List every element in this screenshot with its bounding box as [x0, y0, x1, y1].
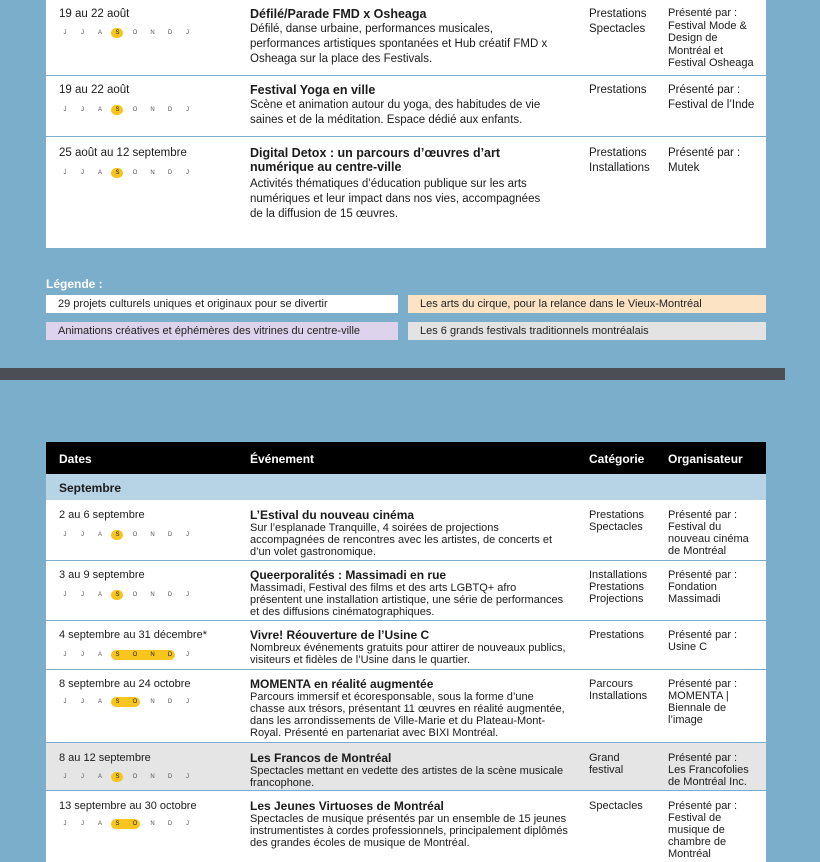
month-letter: D: [167, 821, 173, 827]
header-category: Catégorie: [589, 452, 645, 466]
month-letter: J: [186, 821, 189, 827]
header-dates: Dates: [59, 452, 92, 466]
month-letter: S: [115, 699, 120, 705]
month-letter: J: [81, 821, 84, 827]
month-letter: J: [186, 532, 189, 538]
month-letter: D: [167, 699, 173, 705]
month-letter: A: [97, 821, 102, 827]
month-letter: D: [167, 774, 173, 780]
table-row: [46, 137, 766, 248]
event-category: [589, 800, 643, 812]
organizer-label: Présenté par :: [668, 629, 738, 641]
event-description: Sur l’esplanade Tranquille, 4 soirées de projections accompagnées de rencontres avec les artistes, de concerts et d’un volet gastronomique.: [250, 522, 553, 558]
table-row: [46, 76, 766, 137]
month-letter: S: [115, 170, 120, 176]
category-item: Prestations: [589, 8, 647, 20]
event-category: [589, 83, 647, 98]
month-letter: N: [150, 652, 155, 658]
month-letter: J: [63, 107, 67, 113]
event-organizer: [668, 752, 750, 788]
event-description: Scène et animation autour du yoga, des habitudes de vie saines et de la méditation. Espace dédié aux enfants.: [250, 99, 541, 126]
event-title: Queerporalités : Massimadi en rue: [250, 568, 447, 582]
month-letter: J: [81, 170, 84, 176]
table-header: [46, 442, 766, 474]
month-letter: A: [97, 652, 102, 658]
event-description: Activités thématiques d’éducation publique sur les arts numériques et leur impact dans nos vies, accompagnées de la diffusion de 15 œuvres.: [250, 178, 541, 220]
month-letter: J: [81, 652, 84, 658]
header-event: Événement: [250, 452, 315, 466]
event-title: Vivre! Réouverture de l’Usine C: [250, 628, 430, 642]
month-letter: J: [63, 699, 67, 705]
month-letter: N: [150, 30, 155, 36]
month-letter: J: [186, 699, 189, 705]
month-letter: O: [132, 821, 138, 827]
month-letter: D: [167, 170, 173, 176]
category-item: Prestations: [589, 147, 647, 159]
organizer-label: Présenté par :: [668, 752, 738, 764]
organizer-name: MOMENTA | Biennale de l’image: [668, 690, 729, 726]
event-date: 13 septembre au 30 octobre: [59, 800, 197, 812]
event-category: [589, 569, 647, 605]
legend-item: Les 6 grands festivals traditionnels montréalais: [408, 322, 766, 340]
organizer-name: Fondation Massimadi: [668, 581, 721, 605]
event-organizer: [668, 800, 764, 860]
event-date: 4 septembre au 31 décembre*: [59, 629, 207, 641]
month-letter: A: [97, 592, 102, 598]
organizer-name: Festival de musique de chambre de Montréal: [668, 812, 727, 860]
legend-title: Légende :: [46, 277, 103, 291]
month-letter: A: [97, 699, 102, 705]
category-item: Spectacles: [589, 800, 643, 812]
event-date: 25 août au 12 septembre: [59, 147, 187, 159]
month-letter: N: [150, 592, 155, 598]
event-title: MOMENTA en réalité augmentée: [250, 677, 434, 691]
month-letter: D: [167, 532, 173, 538]
month-letter: O: [132, 699, 138, 705]
month-letter: J: [81, 107, 84, 113]
event-description: Parcours immersif et écoresponsable, sous la forme d’une chasse aux trésors, présentant 11 œuvres en réalité augmentée, dans les arrondissements de Ville-Marie et du Plateau-Mont-Royal. Présenté en partenariat avec BIXI Montréal.: [250, 691, 565, 739]
month-letter: O: [132, 170, 138, 176]
event-organizer: [668, 678, 750, 726]
event-date: 3 au 9 septembre: [59, 569, 145, 581]
month-letter: J: [81, 699, 84, 705]
event-organizer: [668, 629, 750, 653]
event-title: L’Estival du nouveau cinéma: [250, 508, 415, 522]
top-page: [0, 0, 785, 380]
category-item: Prestations: [589, 509, 645, 521]
event-date: 2 au 6 septembre: [59, 509, 145, 521]
month-letter: J: [81, 30, 84, 36]
event-title: Les Francos de Montréal: [250, 751, 392, 765]
month-letter: J: [63, 532, 67, 538]
month-letter: O: [132, 652, 138, 658]
month-letter: J: [63, 774, 67, 780]
organizer-name: Festival Mode & Design de Montréal et Festival Osheaga: [668, 19, 754, 69]
month-letter: J: [63, 592, 67, 598]
event-organizer: [668, 146, 760, 176]
organizer-label: Présenté par :: [668, 7, 738, 19]
legend-item: Les arts du cirque, pour la relance dans le Vieux-Montréal: [408, 295, 766, 313]
category-item: Parcours: [589, 678, 634, 690]
organizer-name: Usine C: [668, 641, 708, 653]
month-letter: A: [97, 30, 102, 36]
event-category: [589, 752, 623, 776]
category-item: Prestations: [589, 629, 645, 641]
month-letter: J: [186, 774, 189, 780]
month-letter: D: [167, 652, 173, 658]
month-letter: J: [186, 107, 189, 113]
month-letter: A: [97, 170, 102, 176]
event-category: [589, 678, 647, 702]
month-letter: J: [81, 532, 84, 538]
organizer-label: Présenté par :: [668, 569, 738, 581]
month-letter: N: [150, 821, 155, 827]
category-item: Prestations: [589, 581, 645, 593]
header-organizer: Organisateur: [668, 452, 743, 466]
month-letter: A: [97, 532, 102, 538]
event-title: Les Jeunes Virtuoses de Montréal: [250, 799, 444, 813]
category-item: Grand: [589, 752, 620, 764]
month-letter: J: [81, 774, 84, 780]
table-row: [46, 743, 766, 791]
organizer-label: Présenté par :: [668, 800, 738, 812]
table-row: [46, 500, 766, 561]
organizer-label: Présenté par :: [668, 678, 738, 690]
month-letter: J: [81, 592, 84, 598]
event-description: Spectacles mettant en vedette des artistes de la scène musicale francophone.: [250, 765, 564, 789]
events-table: [46, 442, 766, 862]
event-organizer: [668, 83, 760, 113]
category-item: Spectacles: [589, 521, 643, 533]
event-title: Digital Detox : un parcours d’œuvres d’art numérique au centre-ville: [250, 146, 501, 174]
month-letter: D: [167, 592, 173, 598]
month-letter: J: [63, 821, 67, 827]
category-item: festival: [589, 764, 624, 776]
event-organizer: [668, 569, 750, 605]
organizer-label: Présenté par :: [668, 147, 741, 159]
organizer-name: Festival du nouveau cinéma de Montréal: [668, 521, 749, 557]
organizer-name: Mutek: [668, 162, 700, 174]
section-header: [46, 474, 766, 500]
month-letter: S: [115, 652, 120, 658]
event-description: Défilé, danse urbaine, performances musicales, performances artistiques spontanées et Hub créatif FMD x Osheaga sur la place des Festivals.: [250, 23, 548, 65]
month-letter: A: [97, 774, 102, 780]
month-letter: S: [115, 30, 120, 36]
organizer-name: Les Francofolies de Montréal Inc.: [668, 764, 749, 788]
month-letter: O: [132, 592, 138, 598]
month-letter: S: [115, 107, 120, 113]
month-letter: N: [150, 170, 155, 176]
event-title: Festival Yoga en ville: [250, 83, 376, 97]
event-organizer: [668, 509, 750, 557]
event-category: [589, 509, 644, 533]
month-letter: J: [63, 652, 67, 658]
event-date: 19 au 22 août: [59, 84, 130, 96]
table-row: [46, 561, 766, 621]
organizer-name: Festival de l’Inde: [668, 99, 755, 111]
event-description: Nombreux événements gratuits pour attirer de nouveaux publics, visiteurs et fidèles de l’Usine dans le quartier.: [250, 642, 566, 666]
bottom-page: [0, 392, 785, 860]
event-title: Défilé/Parade FMD x Osheaga: [250, 7, 427, 21]
event-description: Massimadi, Festival des films et des arts LGBTQ+ afro présentent une installation artistique, une série de performances et des diffusions cinématographiques.: [250, 582, 564, 618]
legend-item: Animations créatives et éphémères des vitrines du centre-ville: [46, 322, 398, 340]
month-letter: D: [167, 30, 173, 36]
month-letter: J: [186, 30, 189, 36]
table-row: [46, 621, 766, 670]
month-letter: S: [115, 821, 120, 827]
section-title: Septembre: [59, 481, 122, 495]
month-letter: D: [167, 107, 173, 113]
month-letter: N: [150, 699, 155, 705]
organizer-label: Présenté par :: [668, 509, 738, 521]
month-letter: N: [150, 532, 155, 538]
event-category: [589, 629, 644, 641]
table-row: [46, 0, 766, 76]
month-letter: N: [150, 107, 155, 113]
month-letter: S: [115, 532, 120, 538]
category-item: Installations: [589, 569, 648, 581]
event-date: 8 au 12 septembre: [59, 752, 151, 764]
month-letter: J: [63, 170, 67, 176]
category-item: Prestations: [589, 84, 647, 96]
month-letter: O: [132, 107, 138, 113]
event-organizer: [668, 7, 760, 70]
organizer-label: Présenté par :: [668, 84, 741, 96]
event-date: 19 au 22 août: [59, 8, 130, 20]
month-letter: O: [132, 30, 138, 36]
category-item: Projections: [589, 593, 644, 605]
month-letter: J: [186, 170, 189, 176]
category-item: Installations: [589, 690, 648, 702]
table-row: [46, 670, 766, 743]
month-letter: J: [63, 30, 67, 36]
month-letter: S: [115, 592, 120, 598]
month-letter: J: [186, 652, 189, 658]
month-letter: N: [150, 774, 155, 780]
event-category: [589, 7, 647, 37]
month-letter: O: [132, 532, 138, 538]
page-shadow-bottom: [0, 368, 785, 380]
event-description: Spectacles de musique présentés par un ensemble de 15 jeunes instrumentistes à cordes professionnels, principalement diplômés des grandes écoles de musique de Montréal.: [250, 813, 568, 849]
event-date: 8 septembre au 24 octobre: [59, 678, 191, 690]
category-item: Installations: [589, 162, 650, 174]
legend-item: 29 projets culturels uniques et originaux pour se divertir: [46, 295, 398, 313]
month-letter: A: [97, 107, 102, 113]
month-letter: J: [186, 592, 189, 598]
month-letter: S: [115, 774, 120, 780]
table-row: [46, 791, 766, 862]
category-item: Spectacles: [589, 23, 646, 35]
event-category: [589, 146, 650, 176]
month-letter: O: [132, 774, 138, 780]
top-table: [46, 0, 766, 248]
